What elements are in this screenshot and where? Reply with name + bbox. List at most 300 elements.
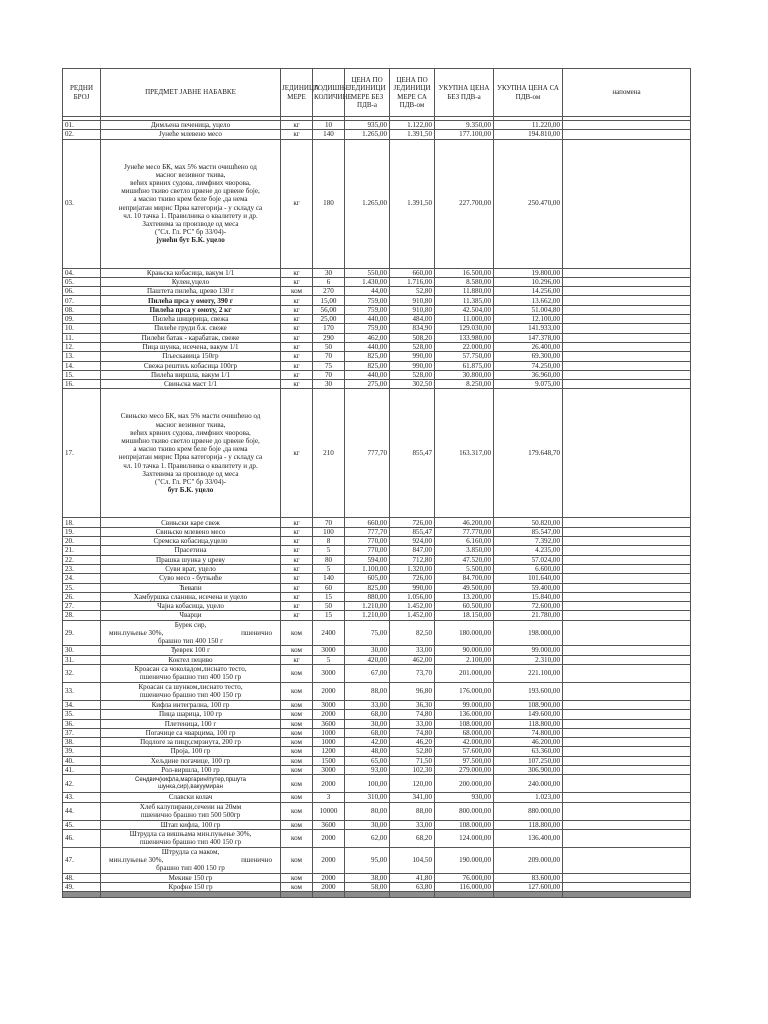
total-ex-vat-cell: 930,00 [435,793,494,802]
row-number: 25. [63,583,101,592]
total-inc-vat-cell: 51.004,80 [494,305,563,314]
table-row [63,277,691,286]
row-number: 01. [63,121,101,130]
description-line: Пилећа прса у омоту, 2 кг [149,305,232,314]
remark-cell [563,380,691,389]
unit-price-inc-vat-cell: 1.122,00 [390,121,435,130]
remark-cell [563,333,691,342]
description-line: Рол-виршла, 100 гр [161,766,220,775]
header-item: ПРЕДМЕТ ЈАВНЕ НАБАВКЕ [101,69,281,117]
unit-price-inc-vat-cell: 834,90 [390,324,435,333]
unit-price-inc-vat-cell: 1.391,50 [390,139,435,268]
total-inc-vat-cell: 10.296,00 [494,277,563,286]
description-line: а масно ткиво крем беле боје ,да нема [133,195,248,204]
table-row [63,664,691,682]
total-ex-vat-cell: 124.000,00 [435,829,494,847]
remark-cell [563,564,691,573]
unit-price-inc-vat-cell: 528,00 [390,370,435,379]
unit-price-inc-vat-cell: 341,00 [390,793,435,802]
total-inc-vat-cell: 221.100,00 [494,664,563,682]
description-line: Кифла интегрална, 100 гр [151,700,230,709]
total-ex-vat-cell: 800.000,00 [435,802,494,820]
remark-cell [563,829,691,847]
unit-price-ex-vat-cell: 75,00 [345,620,390,646]
row-number: 27. [63,602,101,611]
unit-cell: ком [281,287,313,296]
item-description [101,664,281,682]
description-line: Суво месо - бутњиће [159,574,222,583]
unit-price-ex-vat-cell: 935,00 [345,121,390,130]
quantity-cell: 1500 [313,756,345,765]
row-number: 10. [63,324,101,333]
description-line: Прашка шунка у цреву [155,555,226,564]
item-description [101,130,281,139]
unit-cell: ком [281,775,313,793]
row-number: 26. [63,592,101,601]
description-line: Хлеб калупирани,сечени на 20мм [139,802,242,811]
total-ex-vat-cell: 30.800,00 [435,370,494,379]
description-line: Крањска кобасица, вакум 1/1 [146,268,235,277]
unit-cell: ком [281,728,313,737]
total-ex-vat-cell: 180.000,00 [435,620,494,646]
unit-price-inc-vat-cell: 33,00 [390,820,435,829]
unit-cell: ком [281,747,313,756]
header-unit-price-inc-vat: ЦЕНА ПО ЈЕДИНИЦИ МЕРЕ СА ПДВ-ом [390,69,435,117]
unit-price-ex-vat-cell: 420,00 [345,655,390,664]
total-inc-vat-cell: 240.000,00 [494,775,563,793]
remark-cell [563,361,691,370]
total-inc-vat-cell: 13.662,00 [494,296,563,305]
item-description [101,296,281,305]
total-ex-vat-cell: 16.500,00 [435,268,494,277]
table-row [63,130,691,139]
unit-price-ex-vat-cell: 462,00 [345,333,390,342]
split-left: мин.пуњење 30%, [109,856,164,865]
quantity-cell: 15,00 [313,296,345,305]
unit-cell: ком [281,847,313,873]
unit-cell: кг [281,121,313,130]
remark-cell [563,592,691,601]
total-inc-vat-cell: 101.640,00 [494,574,563,583]
quantity-cell: 30 [313,268,345,277]
remark-cell [563,747,691,756]
quantity-cell: 2000 [313,829,345,847]
remark-cell [563,738,691,747]
unit-price-ex-vat-cell: 30,00 [345,646,390,655]
unit-cell: кг [281,389,313,518]
total-inc-vat-cell: 149.600,00 [494,710,563,719]
table-row [63,766,691,775]
description-line: Пилеће груди б.к. свеже [154,324,227,333]
document-page [62,68,690,898]
unit-cell: кг [281,324,313,333]
quantity-cell: 3000 [313,664,345,682]
total-ex-vat-cell: 22.000,00 [435,342,494,351]
unit-price-inc-vat-cell: 82,50 [390,620,435,646]
total-inc-vat-cell: 118.800,00 [494,820,563,829]
total-inc-vat-cell: 14.256,00 [494,287,563,296]
quantity-cell: 1200 [313,747,345,756]
description-line: Свињски каре свеж [161,518,220,527]
description-line: пшенично брашно тип 400 150 гр [139,673,242,682]
total-inc-vat-cell: 141.933,00 [494,324,563,333]
table-row [63,389,691,518]
remark-cell [563,518,691,527]
unit-cell: кг [281,537,313,546]
unit-cell: ком [281,802,313,820]
table-row [63,775,691,793]
remark-cell [563,611,691,620]
item-description [101,527,281,536]
unit-price-inc-vat-cell: 910,80 [390,296,435,305]
unit-price-inc-vat-cell: 855,47 [390,389,435,518]
unit-cell: кг [281,277,313,286]
header-row-number: РЕДНИ БРОЈ [63,69,101,117]
item-description [101,380,281,389]
description-line: Јунеће месо БК, мах 5% масти очишћено од [124,162,257,171]
remark-cell [563,756,691,765]
unit-price-ex-vat-cell: 777,70 [345,527,390,536]
remark-cell [563,700,691,709]
item-description [101,555,281,564]
total-inc-vat-cell: 2.310,00 [494,655,563,664]
table-row [63,333,691,342]
description-line: Паштета пилећа, црево 130 г [146,287,235,296]
total-ex-vat-cell: 77.770,00 [435,527,494,536]
row-number: 20. [63,537,101,546]
quantity-cell: 80 [313,555,345,564]
unit-cell: кг [281,602,313,611]
remark-cell [563,121,691,130]
unit-price-ex-vat-cell: 68,00 [345,710,390,719]
unit-price-ex-vat-cell: 440,00 [345,370,390,379]
quantity-cell: 50 [313,602,345,611]
unit-price-inc-vat-cell: 52,80 [390,747,435,756]
table-header [63,69,691,117]
unit-price-ex-vat-cell: 759,00 [345,324,390,333]
total-ex-vat-cell: 5.500,00 [435,564,494,573]
header-total-ex-vat: УКУПНА ЦЕНА БЕЗ ПДВ-а [435,69,494,117]
remark-cell [563,315,691,324]
unit-price-ex-vat-cell: 68,00 [345,728,390,737]
unit-price-ex-vat-cell: 58,00 [345,882,390,891]
total-inc-vat-cell: 9.075,00 [494,380,563,389]
item-description [101,719,281,728]
quantity-cell: 2000 [313,775,345,793]
row-number: 42. [63,775,101,793]
remark-cell [563,574,691,583]
total-ex-vat-cell: 68.000,00 [435,728,494,737]
total-inc-vat-cell: 1.023,00 [494,793,563,802]
unit-price-ex-vat-cell: 30,00 [345,820,390,829]
table-row [63,700,691,709]
table-row [63,518,691,527]
unit-price-inc-vat-cell: 990,00 [390,583,435,592]
total-inc-vat-cell: 59.400,00 [494,583,563,592]
table-row [63,564,691,573]
row-number: 46. [63,829,101,847]
quantity-cell: 170 [313,324,345,333]
row-number: 03. [63,139,101,268]
total-ex-vat-cell: 47.520,00 [435,555,494,564]
unit-price-ex-vat-cell: 38,00 [345,873,390,882]
description-line: Захтевима за производе од меса [142,469,239,478]
item-description [101,710,281,719]
row-number: 44. [63,802,101,820]
quantity-cell: 60 [313,583,345,592]
description-line: Проја, 100 гр [170,747,211,756]
unit-price-inc-vat-cell: 1.452,00 [390,611,435,620]
unit-price-inc-vat-cell: 71,50 [390,756,435,765]
total-ex-vat-cell: 13.200,00 [435,592,494,601]
unit-price-ex-vat-cell: 759,00 [345,296,390,305]
row-number: 40. [63,756,101,765]
unit-cell: кг [281,564,313,573]
unit-price-inc-vat-cell: 1.056,00 [390,592,435,601]
total-ex-vat-cell: 163.317,00 [435,389,494,518]
table-row [63,847,691,873]
unit-price-inc-vat-cell: 1.320,00 [390,564,435,573]
table-row [63,793,691,802]
row-number: 36. [63,719,101,728]
split-right: пшенично [241,856,272,865]
total-inc-vat-cell: 136.400,00 [494,829,563,847]
item-description [101,775,281,793]
footer-cell [313,892,345,898]
total-ex-vat-cell: 129.030,00 [435,324,494,333]
table-row [63,747,691,756]
remark-cell [563,537,691,546]
description-line: Погачице са чварцима, 100 гр [145,728,236,737]
table-row [63,602,691,611]
total-inc-vat-cell: 127.600,00 [494,882,563,891]
remark-cell [563,370,691,379]
total-ex-vat-cell: 190.000,00 [435,847,494,873]
unit-cell: ком [281,829,313,847]
unit-price-ex-vat-cell: 80,00 [345,802,390,820]
description-line: Пилећа прса у омоту, 390 г [148,296,233,305]
description-line: Чајна кобасица, уцело [157,602,224,611]
unit-price-ex-vat-cell: 44,00 [345,287,390,296]
footer-cell [435,892,494,898]
total-inc-vat-cell: 99.000,00 [494,646,563,655]
total-ex-vat-cell: 6.160,00 [435,537,494,546]
quantity-cell: 30 [313,380,345,389]
table-row [63,370,691,379]
footer-cell [281,892,313,898]
total-inc-vat-cell: 147.378,00 [494,333,563,342]
unit-price-inc-vat-cell: 712,80 [390,555,435,564]
remark-cell [563,296,691,305]
description-line: брашно тип 400 150 г [157,637,224,646]
unit-cell: ком [281,793,313,802]
description-line: Сремска кобасица,уцело [153,537,228,546]
item-description [101,287,281,296]
quantity-cell: 70 [313,370,345,379]
quantity-cell: 3600 [313,820,345,829]
total-inc-vat-cell: 26.400,00 [494,342,563,351]
remark-cell [563,352,691,361]
unit-price-inc-vat-cell: 924,00 [390,537,435,546]
table-body [63,117,691,898]
unit-price-inc-vat-cell: 74,80 [390,728,435,737]
item-description [101,793,281,802]
quantity-cell: 10 [313,121,345,130]
description-line: Подлоге за пицу,смрзнута, 200 гр [140,738,241,747]
item-description [101,829,281,847]
item-description [101,342,281,351]
description-line: Крофне 150 гр [168,882,213,891]
remark-cell [563,620,691,646]
unit-price-inc-vat-cell: 726,00 [390,518,435,527]
description-line: Кроасан са чоколадом,лиснато тесто, [134,665,247,674]
unit-price-inc-vat-cell: 120,00 [390,775,435,793]
description-line: Прасетина [174,546,207,555]
table-row [63,873,691,882]
table-row [63,583,691,592]
description-bold-line: јунећи бут Б.К. уцело [156,236,225,245]
description-line: ("Сл. Гл. РС" бр 33/04)- [155,228,226,237]
item-description [101,747,281,756]
table-row [63,611,691,620]
remark-cell [563,583,691,592]
total-inc-vat-cell: 72.600,00 [494,602,563,611]
unit-price-ex-vat-cell: 440,00 [345,315,390,324]
row-number: 23. [63,564,101,573]
unit-price-ex-vat-cell: 825,00 [345,583,390,592]
item-description [101,882,281,891]
unit-price-ex-vat-cell: 33,00 [345,700,390,709]
remark-cell [563,664,691,682]
remark-cell [563,646,691,655]
total-inc-vat-cell: 21.780,00 [494,611,563,620]
description-line: Мекике 150 гр [168,873,213,882]
description-line: Свињско млевено месо [155,527,226,536]
total-inc-vat-cell: 107.250,00 [494,756,563,765]
item-description [101,361,281,370]
total-inc-vat-cell: 46.200,00 [494,738,563,747]
row-number: 31. [63,655,101,664]
table-row [63,802,691,820]
item-description [101,121,281,130]
table-row [63,646,691,655]
item-description [101,574,281,583]
description-line: непријатан мирис Прва категорија - у складу са [118,453,263,462]
quantity-cell: 5 [313,546,345,555]
description-line: Славски колач [168,793,213,802]
unit-price-ex-vat-cell: 1.210,00 [345,611,390,620]
quantity-cell: 75 [313,361,345,370]
table-row [63,710,691,719]
table-row [63,574,691,583]
total-ex-vat-cell: 136.000,00 [435,710,494,719]
quantity-cell: 15 [313,592,345,601]
total-ex-vat-cell: 3.850,00 [435,546,494,555]
item-description [101,537,281,546]
header-annual-quantity: ГОДИШЊЕ КОЛИЧИНЕ [313,69,345,117]
remark-cell [563,766,691,775]
item-description [101,277,281,286]
quantity-cell: 2000 [313,682,345,700]
remark-cell [563,793,691,802]
unit-price-inc-vat-cell: 1.391,50 [390,130,435,139]
item-description [101,583,281,592]
footer-cell [494,892,563,898]
table-row [63,620,691,646]
item-description [101,305,281,314]
header-unit: ЈЕДИНИЦА МЕРЕ [281,69,313,117]
quantity-cell: 270 [313,287,345,296]
total-inc-vat-cell: 194.810,00 [494,130,563,139]
description-line: Пилећа виршла, вакум 1/1 [151,370,230,379]
remark-cell [563,775,691,793]
item-description [101,620,281,646]
remark-cell [563,268,691,277]
table-row [63,324,691,333]
item-description [101,646,281,655]
item-description [101,738,281,747]
table-row [63,380,691,389]
description-line: чл. 10 тачка 1. Правилника о квалитету и др. [123,211,258,220]
total-inc-vat-cell: 6.600,00 [494,564,563,573]
unit-price-inc-vat-cell: 462,00 [390,655,435,664]
unit-cell: кг [281,546,313,555]
quantity-cell: 8 [313,537,345,546]
description-line: Пљескавица 150гр [162,352,219,361]
quantity-cell: 3000 [313,766,345,775]
item-description [101,389,281,518]
total-ex-vat-cell: 108.000,00 [435,820,494,829]
table-row [63,820,691,829]
description-split-line [103,856,278,864]
total-ex-vat-cell: 11.385,00 [435,296,494,305]
quantity-cell: 5 [313,655,345,664]
split-right: пшенично [241,628,272,637]
unit-price-inc-vat-cell: 36,30 [390,700,435,709]
unit-cell: кг [281,268,313,277]
table-row [63,829,691,847]
item-description [101,268,281,277]
quantity-cell: 290 [313,333,345,342]
row-number: 48. [63,873,101,882]
total-inc-vat-cell: 250.470,00 [494,139,563,268]
unit-price-inc-vat-cell: 33,00 [390,719,435,728]
description-line: Димљена печеница, уцело [150,121,231,130]
remark-cell [563,130,691,139]
unit-price-inc-vat-cell: 990,00 [390,352,435,361]
unit-cell: кг [281,352,313,361]
total-inc-vat-cell: 198.000,00 [494,620,563,646]
total-ex-vat-cell: 57.600,00 [435,747,494,756]
unit-price-ex-vat-cell: 1.100,00 [345,564,390,573]
total-ex-vat-cell: 176.000,00 [435,682,494,700]
table-row [63,139,691,268]
quantity-cell: 3000 [313,646,345,655]
description-line: Јунеће млевено месо [159,130,222,139]
unit-cell: кг [281,555,313,564]
unit-price-inc-vat-cell: 88,00 [390,802,435,820]
unit-price-inc-vat-cell: 660,00 [390,268,435,277]
description-line: Ђеврек 100 г [170,646,211,655]
unit-cell: кг [281,315,313,324]
unit-price-inc-vat-cell: 1.716,00 [390,277,435,286]
item-description [101,592,281,601]
description-line: Чварци [179,611,202,620]
item-description [101,766,281,775]
row-number: 12. [63,342,101,351]
header-unit-price-ex-vat: ЦЕНА ПО ЈЕДИНИЦИ МЕРЕ БЕЗ ПДВ-а [345,69,390,117]
row-number: 30. [63,646,101,655]
